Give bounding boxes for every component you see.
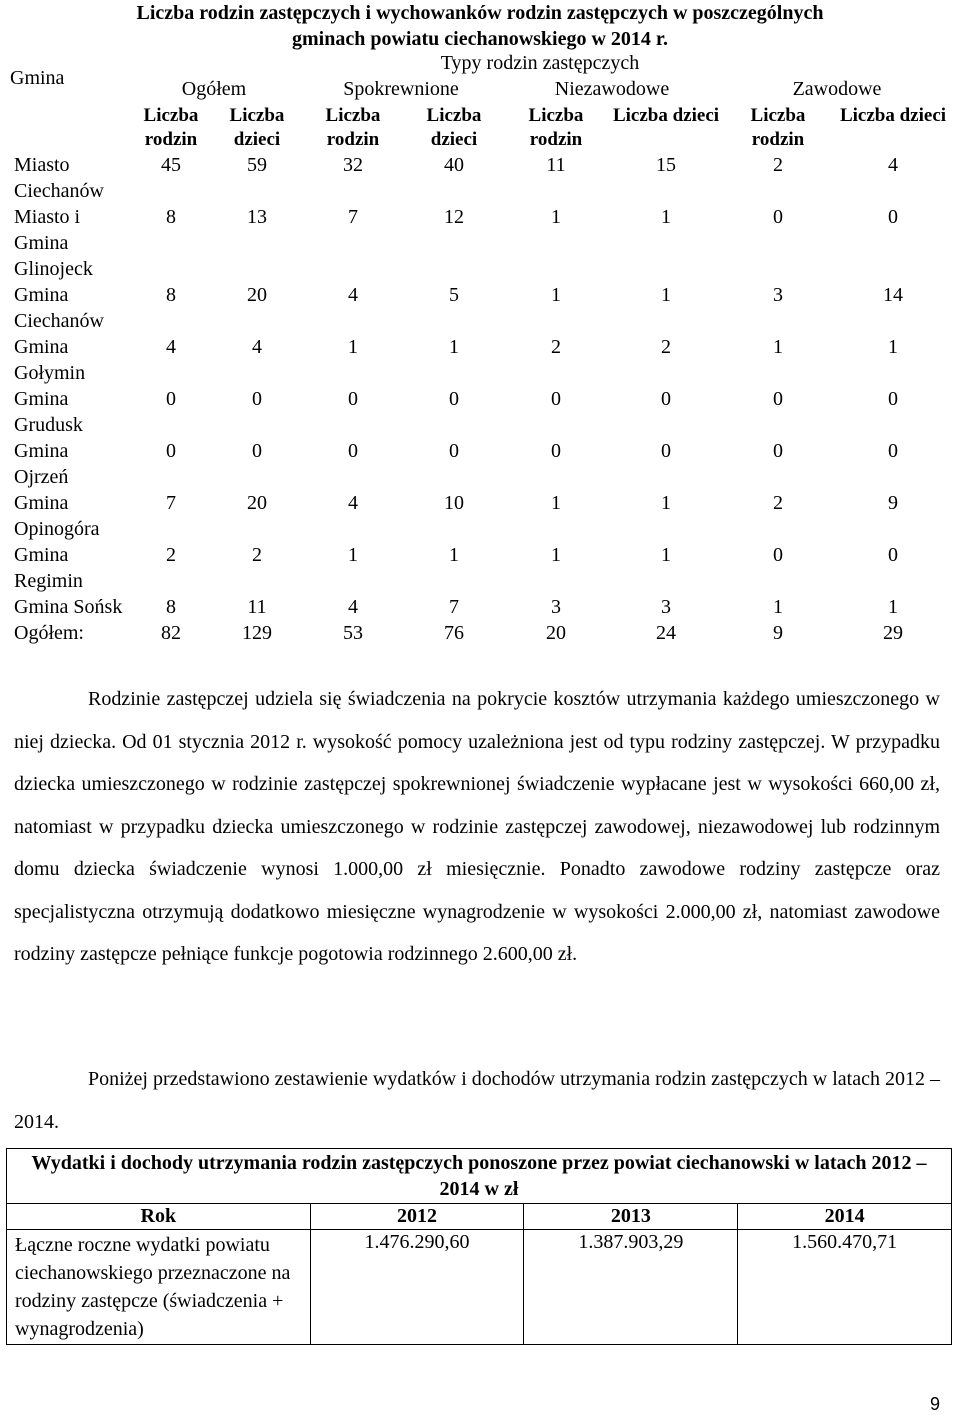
count-cell: 2 <box>166 544 176 566</box>
count-cell: 76 <box>444 622 464 644</box>
table-row <box>8 386 952 438</box>
count-cell: 1 <box>773 596 783 618</box>
rok-header: Rok <box>7 1204 311 1230</box>
expenses-caption-row <box>7 1149 952 1204</box>
count-cell: 8 <box>166 206 176 228</box>
count-cell: 53 <box>343 622 363 644</box>
count-cell: 0 <box>348 388 358 410</box>
table-row <box>8 490 952 542</box>
count-cell: 1 <box>551 544 561 566</box>
count-cell: 13 <box>247 206 267 228</box>
paragraph-intro-text: Poniżej przedstawiono zestawienie wydatków i dochodów utrzymania rodzin zastępczych w latach 2012 – 2014. <box>14 1068 940 1133</box>
gmina-name: Miasto Ciechanów <box>14 154 104 202</box>
table-body <box>8 152 952 646</box>
table-row <box>8 334 952 386</box>
groups-header-row <box>8 78 952 104</box>
gmina-name: Gmina Ojrzeń <box>14 440 69 488</box>
count-cell: 129 <box>242 622 272 644</box>
count-cell: 2 <box>661 336 671 358</box>
count-cell: 1 <box>348 544 358 566</box>
count-cell: 10 <box>444 492 464 514</box>
count-cell: 1 <box>551 492 561 514</box>
gmina-name: Gmina Ciechanów <box>14 284 104 332</box>
expenses-caption: Wydatki i dochody utrzymania rodzin zastępczych ponoszone przez powiat ciechanowski w latach 2012 – 2014 w zł <box>7 1149 952 1204</box>
expenses-header-row <box>7 1204 952 1230</box>
document-title <box>0 0 960 52</box>
count-cell: 0 <box>166 388 176 410</box>
count-cell: 4 <box>348 492 358 514</box>
year-header: 2013 <box>524 1204 738 1230</box>
paragraph-benefits <box>14 678 940 976</box>
count-cell: 3 <box>661 596 671 618</box>
count-cell: 0 <box>551 440 561 462</box>
table-row <box>8 282 952 334</box>
count-cell: 5 <box>449 284 459 306</box>
count-cell: 1 <box>661 284 671 306</box>
count-cell: 0 <box>551 388 561 410</box>
count-cell: 2 <box>773 492 783 514</box>
gmina-name: Gmina Regimin <box>14 544 83 592</box>
count-cell: 1 <box>661 544 671 566</box>
foster-families-table <box>8 52 952 646</box>
count-cell: 12 <box>444 206 464 228</box>
sub-header: Liczba dzieci <box>839 105 947 126</box>
count-cell: 20 <box>247 492 267 514</box>
count-cell: 2 <box>551 336 561 358</box>
count-cell: 82 <box>161 622 181 644</box>
sub-header: Liczba rodzin <box>528 105 584 150</box>
count-cell: 11 <box>546 154 566 176</box>
expense-value: 1.387.903,29 <box>524 1230 738 1345</box>
count-cell: 7 <box>449 596 459 618</box>
count-cell: 0 <box>773 544 783 566</box>
expense-value: 1.476.290,60 <box>310 1230 524 1345</box>
table-row <box>8 152 952 204</box>
count-cell: 1 <box>661 492 671 514</box>
count-cell: 3 <box>551 596 561 618</box>
count-cell: 29 <box>883 622 903 644</box>
types-header: Typy rodzin zastępczych <box>440 52 640 74</box>
table-row <box>8 204 952 282</box>
gmina-name: Ogółem: <box>14 622 84 644</box>
expense-value: 1.560.470,71 <box>738 1230 952 1345</box>
count-cell: 32 <box>343 154 363 176</box>
table-row <box>8 542 952 594</box>
count-cell: 0 <box>661 388 671 410</box>
gmina-name: Gmina Grudusk <box>14 388 83 436</box>
count-cell: 45 <box>161 154 181 176</box>
count-cell: 1 <box>661 206 671 228</box>
count-cell: 1 <box>888 596 898 618</box>
sub-header: Liczba dzieci <box>229 105 285 150</box>
expenses-row <box>7 1230 952 1345</box>
sub-header: Liczba rodzin <box>325 105 381 150</box>
count-cell: 4 <box>252 336 262 358</box>
paragraph-intro <box>14 1058 940 1143</box>
table-row <box>8 620 952 646</box>
count-cell: 0 <box>348 440 358 462</box>
count-cell: 9 <box>888 492 898 514</box>
title-line-2: gminach powiatu ciechanowskiego w 2014 r. <box>292 28 668 50</box>
gmina-name: Miasto i Gmina Glinojeck <box>14 206 93 280</box>
count-cell: 1 <box>888 336 898 358</box>
count-cell: 0 <box>888 544 898 566</box>
count-cell: 9 <box>773 622 783 644</box>
count-cell: 2 <box>252 544 262 566</box>
count-cell: 0 <box>252 440 262 462</box>
gmina-name: Gmina Sońsk <box>14 596 123 618</box>
count-cell: 20 <box>546 622 566 644</box>
group-header: Niezawodowe <box>554 78 670 100</box>
count-cell: 4 <box>166 336 176 358</box>
count-cell: 0 <box>773 206 783 228</box>
count-cell: 4 <box>888 154 898 176</box>
sub-header: Liczba rodzin <box>143 105 199 150</box>
count-cell: 0 <box>449 440 459 462</box>
gmina-name: Gmina Gołymin <box>14 336 86 384</box>
count-cell: 0 <box>252 388 262 410</box>
count-cell: 1 <box>348 336 358 358</box>
count-cell: 4 <box>348 596 358 618</box>
expenses-row-label: Łączne roczne wydatki powiatu ciechanowskiego przeznaczone na rodziny zastępcze (świadczenia + wynagrodzenia) <box>7 1230 311 1345</box>
sub-header: Liczba dzieci <box>612 105 720 126</box>
count-cell: 0 <box>166 440 176 462</box>
table-row <box>8 594 952 620</box>
count-cell: 1 <box>551 206 561 228</box>
count-cell: 0 <box>773 440 783 462</box>
count-cell: 1 <box>773 336 783 358</box>
count-cell: 3 <box>773 284 783 306</box>
count-cell: 1 <box>551 284 561 306</box>
count-cell: 15 <box>656 154 676 176</box>
count-cell: 8 <box>166 596 176 618</box>
group-header: Zawodowe <box>792 78 882 100</box>
count-cell: 40 <box>444 154 464 176</box>
gmina-name: Gmina Opinogóra <box>14 492 100 540</box>
title-line-1: Liczba rodzin zastępczych i wychowanków rodzin zastępczych w poszczególnych <box>136 2 824 24</box>
sub-header-row <box>8 104 952 152</box>
count-cell: 14 <box>883 284 903 306</box>
year-header: 2014 <box>738 1204 952 1230</box>
table-row <box>8 438 952 490</box>
page-number: 9 <box>929 1394 940 1414</box>
count-cell: 7 <box>348 206 358 228</box>
gmina-header: Gmina <box>10 66 65 89</box>
count-cell: 2 <box>773 154 783 176</box>
count-cell: 0 <box>888 206 898 228</box>
count-cell: 0 <box>661 440 671 462</box>
count-cell: 1 <box>449 336 459 358</box>
expenses-table <box>6 1148 952 1345</box>
count-cell: 0 <box>888 440 898 462</box>
group-header: Ogółem <box>181 78 247 100</box>
count-cell: 0 <box>449 388 459 410</box>
count-cell: 0 <box>888 388 898 410</box>
group-header: Spokrewnione <box>343 78 459 100</box>
paragraph-benefits-text: Rodzinie zastępczej udziela się świadczenia na pokrycie kosztów utrzymania każdego umieszczonego w niej dziecka. Od 01 stycznia 2012 r. wysokość pomocy uzależniona jest od typu rodziny zastępczej. W przypadku dziecka umieszczonego w rodzinie zastępczej spokrewnionej świadczenie wypłacane jest w wysokości 660,00 zł, natomiast w przypadku dziecka umieszczonego w rodzinie zastępczej zawodowej, niezawodowej lub rodzinnym domu dziecka świadczenie wynosi 1.000,00 zł miesięcznie. Ponadto zawodowe rodziny zastępcze oraz specjalistyczna otrzymują dodatkowo miesięczne wynagrodzenie w wysokości 2.000,00 zł, natomiast zawodowe rodziny zastępcze pełniące funkcje pogotowia rodzinnego 2.600,00 zł. <box>14 688 940 965</box>
count-cell: 24 <box>656 622 676 644</box>
count-cell: 20 <box>247 284 267 306</box>
sub-header: Liczba dzieci <box>426 105 482 150</box>
count-cell: 4 <box>348 284 358 306</box>
types-header-row <box>8 52 952 78</box>
year-header: 2012 <box>310 1204 524 1230</box>
count-cell: 59 <box>247 154 267 176</box>
count-cell: 1 <box>449 544 459 566</box>
sub-header: Liczba rodzin <box>750 105 806 150</box>
count-cell: 0 <box>773 388 783 410</box>
count-cell: 8 <box>166 284 176 306</box>
count-cell: 11 <box>247 596 267 618</box>
count-cell: 7 <box>166 492 176 514</box>
